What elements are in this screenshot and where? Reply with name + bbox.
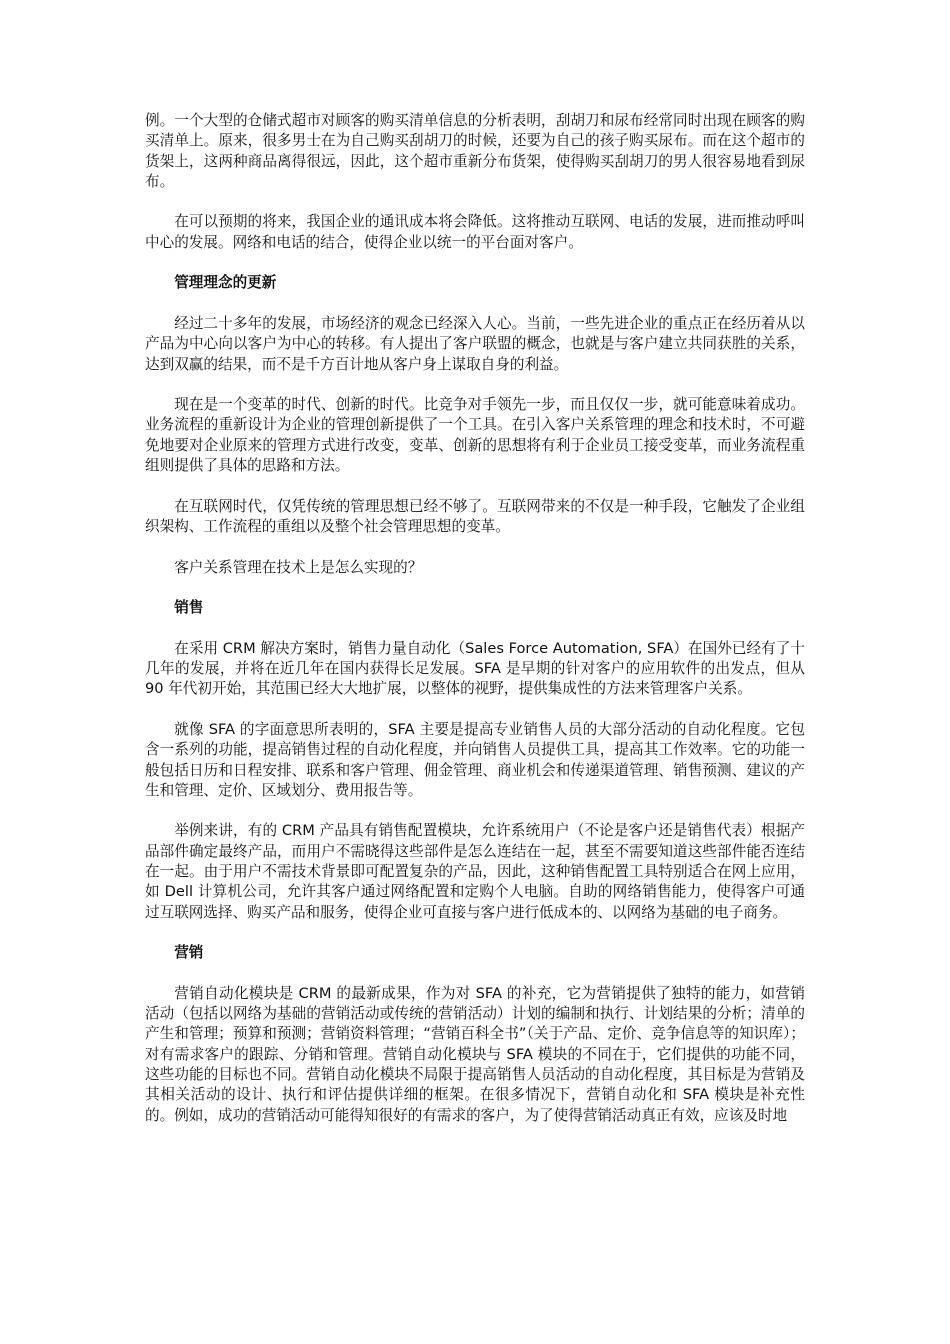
paragraph-communication-cost: 在可以预期的将来，我国企业的通讯成本将会降低。这将推动互联网、电话的发展，进而推动呼叫中心的发展。网络和电话的结合，使得企业以统一的平台面对客户。 <box>145 213 805 251</box>
document-body <box>145 111 805 1126</box>
paragraph-sfa-functions: 就像 SFA 的字面意思所表明的，SFA 主要是提高专业销售人员的大部分活动的自动化程度。它包含一系列的功能，提高销售过程的自动化程度，并向销售人员提供工具，提高其工作效率。它的功能一般包括日历和日程安排、联系和客户管理、佣金管理、商业机会和传递渠道管理、销售预测、建议的产生和管理、定价、区域划分、费用报告等。 <box>145 720 805 799</box>
paragraph-market-economy: 经过二十多年的发展，市场经济的观念已经深入人心。当前，一些先进企业的重点正在经历着从以产品为中心向以客户为中心的转移。有人提出了客户联盟的概念，也就是与客户建立共同获胜的关系，达到双赢的结果，而不是千方百计地从客户身上谋取自身的利益。 <box>145 314 805 373</box>
section-heading-marketing: 营销 <box>174 944 204 962</box>
paragraph-marketing-automation: 营销自动化模块是 CRM 的最新成果，作为对 SFA 的补充，它为营销提供了独特的能力，如营销活动（包括以网络为基础的营销活动或传统的营销活动）计划的编制和执行、计划结果的分析；清单的产生和管理；预算和预测；营销资料管理；“营销百科全书”（关于产品、定价、竞争信息等的知识库）；对有需求客户的跟踪、分销和管理。营销自动化模块与 SFA 模块的不同在于，它们提供的功能不同，这些功能的目标也不同。营销自动化模块不局限于提高销售人员活动的自动化程度，其目标是为营销及其相关活动的设计、执行和评估提供详细的框架。在很多情况下，营销自动化和 SFA 模块是补充性的。例如，成功的营销活动可能得知很好的有需求的客户，为了使得营销活动真正有效，应该及时地 <box>145 984 805 1124</box>
section-heading-sales: 销售 <box>174 599 204 617</box>
paragraph-internet-era: 在互联网时代，仅凭传统的管理思想已经不够了。互联网带来的不仅是一种手段，它触发了企业组织架构、工作流程的重组以及整个社会管理思想的变革。 <box>145 497 805 535</box>
section-heading-management-concept: 管理理念的更新 <box>174 274 277 292</box>
paragraph-crm-question: 客户关系管理在技术上是怎么实现的？ <box>174 558 423 576</box>
paragraph-sfa-intro: 在采用 CRM 解决方案时，销售力量自动化（Sales Force Automation, SFA）在国外已经有了十几年的发展，并将在近几年在国内获得长足发展。SFA 是早期的针对客户的应用软件的出发点，但从 90 年代初开始，其范围已经大大地扩展，以整体的视野，提供集成性的方法来管理客户关系。 <box>145 639 805 698</box>
paragraph-supermarket-example: 例。一个大型的仓储式超市对顾客的购买清单信息的分析表明，刮胡刀和尿布经常同时出现在顾客的购买清单上。原来，很多男士在为自己购买刮胡刀的时候，还要为自己的孩子购买尿布。而在这个超市的货架上，这两种商品离得很远，因此，这个超市重新分布货架，使得购买刮胡刀的男人很容易地看到尿布。 <box>145 112 805 190</box>
paragraph-era-of-change: 现在是一个变革的时代、创新的时代。比竞争对手领先一步，而且仅仅一步，就可能意味着成功。业务流程的重新设计为企业的管理创新提供了一个工具。在引入客户关系管理的理念和技术时，不可避免地要对企业原来的管理方式进行改变，变革、创新的思想将有利于企业员工接受变革，而业务流程重组则提供了具体的思路和方法。 <box>145 396 805 475</box>
paragraph-sales-configuration: 举例来讲，有的 CRM 产品具有销售配置模块，允许系统用户（不论是客户还是销售代表）根据产品部件确定最终产品，而用户不需晓得这些部件是怎么连结在一起，甚至不需要知道这些部件能否连结在一起。由于用户不需技术背景即可配置复杂的产品，因此，这种销售配置工具特别适合在网上应用，如 Dell 计算机公司，允许其客户通过网络配置和定购个人电脑。自助的网络销售能力，使得客户可通过互联网选择、购买产品和服务，使得企业可直接与客户进行低成本的、以网络为基础的电子商务。 <box>145 822 805 921</box>
